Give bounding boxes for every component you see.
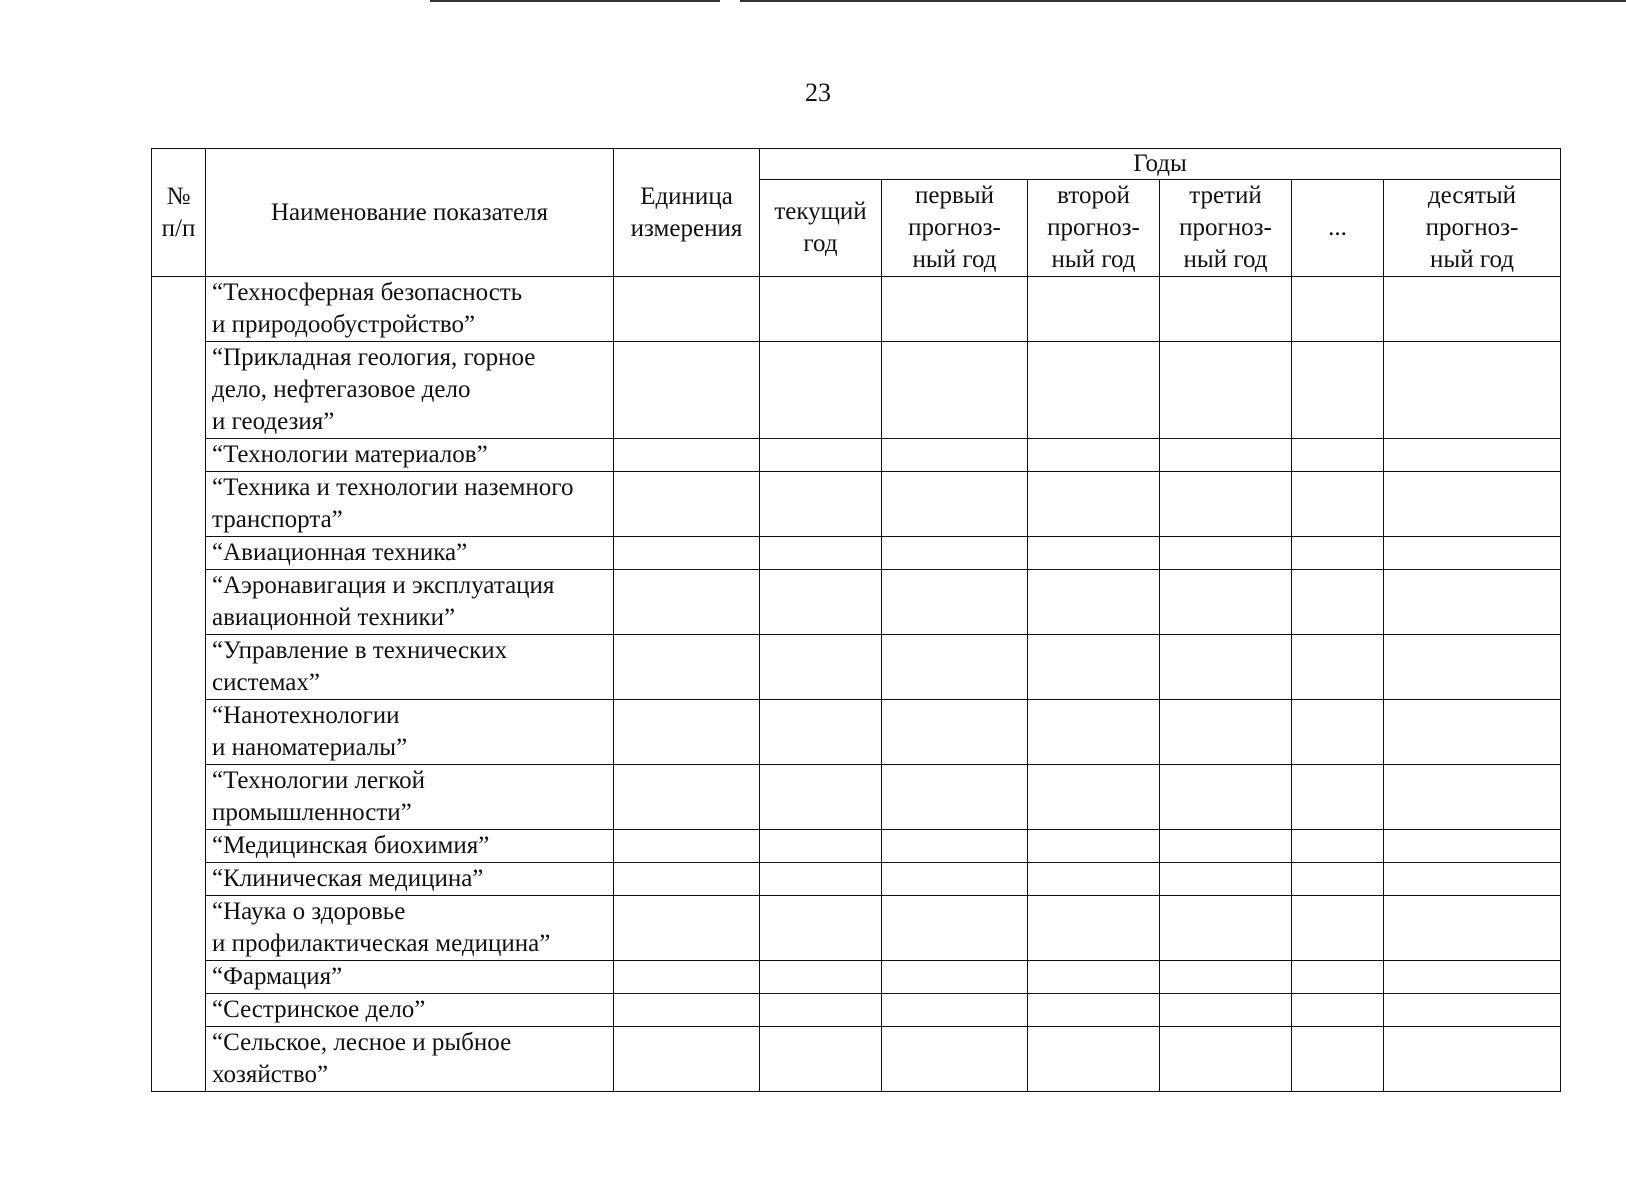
header-row	[152, 149, 1561, 180]
table-row	[152, 635, 1561, 700]
year-third-cell	[1160, 830, 1292, 863]
unit-cell	[614, 472, 760, 537]
year-third-cell	[1160, 700, 1292, 765]
unit-cell	[614, 1027, 760, 1092]
year-third-cell	[1160, 537, 1292, 570]
year-third-cell	[1160, 635, 1292, 700]
year-third-cell	[1160, 439, 1292, 472]
year-tenth-cell	[1384, 1027, 1561, 1092]
year-tenth-cell	[1384, 439, 1561, 472]
year-first-cell	[882, 1027, 1028, 1092]
row-number-cell	[152, 570, 206, 635]
indicator-name-cell: “Аэронавигация и эксплуатация авиационной техники”	[206, 570, 614, 635]
year-current-cell	[760, 961, 882, 994]
year-first-cell	[882, 472, 1028, 537]
row-number-cell	[152, 342, 206, 439]
unit-cell	[614, 863, 760, 896]
table-row	[152, 439, 1561, 472]
year-tenth-cell	[1384, 765, 1561, 830]
header-year-ellipsis: ...	[1292, 180, 1384, 277]
row-number-cell	[152, 765, 206, 830]
year-third-cell	[1160, 863, 1292, 896]
year-first-cell	[882, 635, 1028, 700]
year-tenth-cell	[1384, 896, 1561, 961]
table-row	[152, 570, 1561, 635]
year-ellipsis-cell	[1292, 765, 1384, 830]
row-number-cell	[152, 472, 206, 537]
year-second-cell	[1028, 342, 1160, 439]
year-first-cell	[882, 863, 1028, 896]
unit-cell	[614, 537, 760, 570]
year-second-cell	[1028, 635, 1160, 700]
year-ellipsis-cell	[1292, 635, 1384, 700]
table-row	[152, 277, 1561, 342]
indicator-name-cell: “Фармация”	[206, 961, 614, 994]
year-current-cell	[760, 439, 882, 472]
year-ellipsis-cell	[1292, 961, 1384, 994]
year-third-cell	[1160, 765, 1292, 830]
year-tenth-cell	[1384, 635, 1561, 700]
header-year-third: третий прогноз- ный год	[1160, 180, 1292, 277]
table-row	[152, 961, 1561, 994]
year-ellipsis-cell	[1292, 700, 1384, 765]
unit-cell	[614, 277, 760, 342]
year-tenth-cell	[1384, 830, 1561, 863]
unit-cell	[614, 830, 760, 863]
indicator-name-cell: “Сельское, лесное и рыбное хозяйство”	[206, 1027, 614, 1092]
year-current-cell	[760, 635, 882, 700]
year-current-cell	[760, 1027, 882, 1092]
indicator-name-cell: “Медицинская биохимия”	[206, 830, 614, 863]
year-third-cell	[1160, 1027, 1292, 1092]
year-first-cell	[882, 830, 1028, 863]
year-second-cell	[1028, 277, 1160, 342]
header-indicator-name: Наименование показателя	[206, 149, 614, 277]
unit-cell	[614, 570, 760, 635]
row-number-cell	[152, 994, 206, 1027]
year-second-cell	[1028, 896, 1160, 961]
scan-edge-line	[430, 0, 720, 2]
table-row	[152, 994, 1561, 1027]
indicator-name-cell: “Технологии легкой промышленности”	[206, 765, 614, 830]
indicators-table	[151, 148, 1561, 1092]
header-year-first: первый прогноз- ный год	[882, 180, 1028, 277]
year-ellipsis-cell	[1292, 472, 1384, 537]
year-first-cell	[882, 439, 1028, 472]
year-second-cell	[1028, 863, 1160, 896]
year-tenth-cell	[1384, 700, 1561, 765]
year-third-cell	[1160, 570, 1292, 635]
year-second-cell	[1028, 570, 1160, 635]
indicator-name-cell: “Прикладная геология, горное дело, нефтегазовое дело и геодезия”	[206, 342, 614, 439]
year-ellipsis-cell	[1292, 570, 1384, 635]
year-tenth-cell	[1384, 472, 1561, 537]
year-ellipsis-cell	[1292, 439, 1384, 472]
table-row	[152, 700, 1561, 765]
year-third-cell	[1160, 961, 1292, 994]
header-year-current: текущий год	[760, 180, 882, 277]
year-current-cell	[760, 700, 882, 765]
year-ellipsis-cell	[1292, 537, 1384, 570]
year-current-cell	[760, 277, 882, 342]
indicator-name-cell: “Наука о здоровье и профилактическая медицина”	[206, 896, 614, 961]
unit-cell	[614, 896, 760, 961]
table-row	[152, 830, 1561, 863]
year-current-cell	[760, 896, 882, 961]
unit-cell	[614, 439, 760, 472]
row-number-cell	[152, 961, 206, 994]
table-row	[152, 537, 1561, 570]
indicator-name-cell: “Нанотехнологии и наноматериалы”	[206, 700, 614, 765]
indicator-name-cell: “Сестринское дело”	[206, 994, 614, 1027]
unit-cell	[614, 961, 760, 994]
header-unit: Единица измерения	[614, 149, 760, 277]
header-year-second: второй прогноз- ный год	[1028, 180, 1160, 277]
year-tenth-cell	[1384, 570, 1561, 635]
year-first-cell	[882, 961, 1028, 994]
year-current-cell	[760, 342, 882, 439]
year-tenth-cell	[1384, 277, 1561, 342]
indicator-name-cell: “Управление в технических системах”	[206, 635, 614, 700]
year-second-cell	[1028, 700, 1160, 765]
scan-edge-line	[740, 0, 1626, 2]
year-second-cell	[1028, 994, 1160, 1027]
year-tenth-cell	[1384, 537, 1561, 570]
header-number: № п/п	[152, 149, 206, 277]
year-ellipsis-cell	[1292, 342, 1384, 439]
row-number-cell	[152, 537, 206, 570]
unit-cell	[614, 765, 760, 830]
year-tenth-cell	[1384, 342, 1561, 439]
year-second-cell	[1028, 765, 1160, 830]
row-number-cell	[152, 700, 206, 765]
year-ellipsis-cell	[1292, 830, 1384, 863]
year-ellipsis-cell	[1292, 896, 1384, 961]
table-row	[152, 1027, 1561, 1092]
table-row	[152, 896, 1561, 961]
indicator-name-cell: “Технологии материалов”	[206, 439, 614, 472]
unit-cell	[614, 342, 760, 439]
table-row	[152, 863, 1561, 896]
indicator-name-cell: “Техника и технологии наземного транспорта”	[206, 472, 614, 537]
year-tenth-cell	[1384, 961, 1561, 994]
year-third-cell	[1160, 342, 1292, 439]
year-second-cell	[1028, 830, 1160, 863]
year-second-cell	[1028, 472, 1160, 537]
year-third-cell	[1160, 994, 1292, 1027]
row-number-cell	[152, 830, 206, 863]
year-current-cell	[760, 830, 882, 863]
row-number-cell	[152, 896, 206, 961]
year-third-cell	[1160, 472, 1292, 537]
table-row	[152, 472, 1561, 537]
row-number-cell	[152, 1027, 206, 1092]
year-current-cell	[760, 537, 882, 570]
year-current-cell	[760, 765, 882, 830]
unit-cell	[614, 994, 760, 1027]
year-current-cell	[760, 863, 882, 896]
year-ellipsis-cell	[1292, 863, 1384, 896]
header-year-tenth: десятый прогноз- ный год	[1384, 180, 1561, 277]
year-second-cell	[1028, 961, 1160, 994]
row-number-cell	[152, 635, 206, 700]
header-years-group: Годы	[760, 149, 1561, 180]
year-current-cell	[760, 472, 882, 537]
page-number: 23	[805, 78, 831, 107]
year-tenth-cell	[1384, 863, 1561, 896]
year-first-cell	[882, 765, 1028, 830]
row-number-cell	[152, 439, 206, 472]
year-current-cell	[760, 994, 882, 1027]
year-current-cell	[760, 570, 882, 635]
year-ellipsis-cell	[1292, 1027, 1384, 1092]
year-first-cell	[882, 700, 1028, 765]
table-body	[152, 277, 1561, 1092]
year-first-cell	[882, 896, 1028, 961]
table-row	[152, 765, 1561, 830]
year-third-cell	[1160, 277, 1292, 342]
year-first-cell	[882, 537, 1028, 570]
year-second-cell	[1028, 1027, 1160, 1092]
year-ellipsis-cell	[1292, 994, 1384, 1027]
indicator-name-cell: “Авиационная техника”	[206, 537, 614, 570]
year-first-cell	[882, 342, 1028, 439]
year-first-cell	[882, 570, 1028, 635]
row-number-cell	[152, 863, 206, 896]
year-ellipsis-cell	[1292, 277, 1384, 342]
table-row	[152, 342, 1561, 439]
year-second-cell	[1028, 537, 1160, 570]
year-third-cell	[1160, 896, 1292, 961]
indicator-name-cell: “Клиническая медицина”	[206, 863, 614, 896]
year-tenth-cell	[1384, 994, 1561, 1027]
unit-cell	[614, 700, 760, 765]
row-number-cell	[152, 277, 206, 342]
year-first-cell	[882, 277, 1028, 342]
indicator-name-cell: “Техносферная безопасность и природообустройство”	[206, 277, 614, 342]
unit-cell	[614, 635, 760, 700]
year-second-cell	[1028, 439, 1160, 472]
year-first-cell	[882, 994, 1028, 1027]
